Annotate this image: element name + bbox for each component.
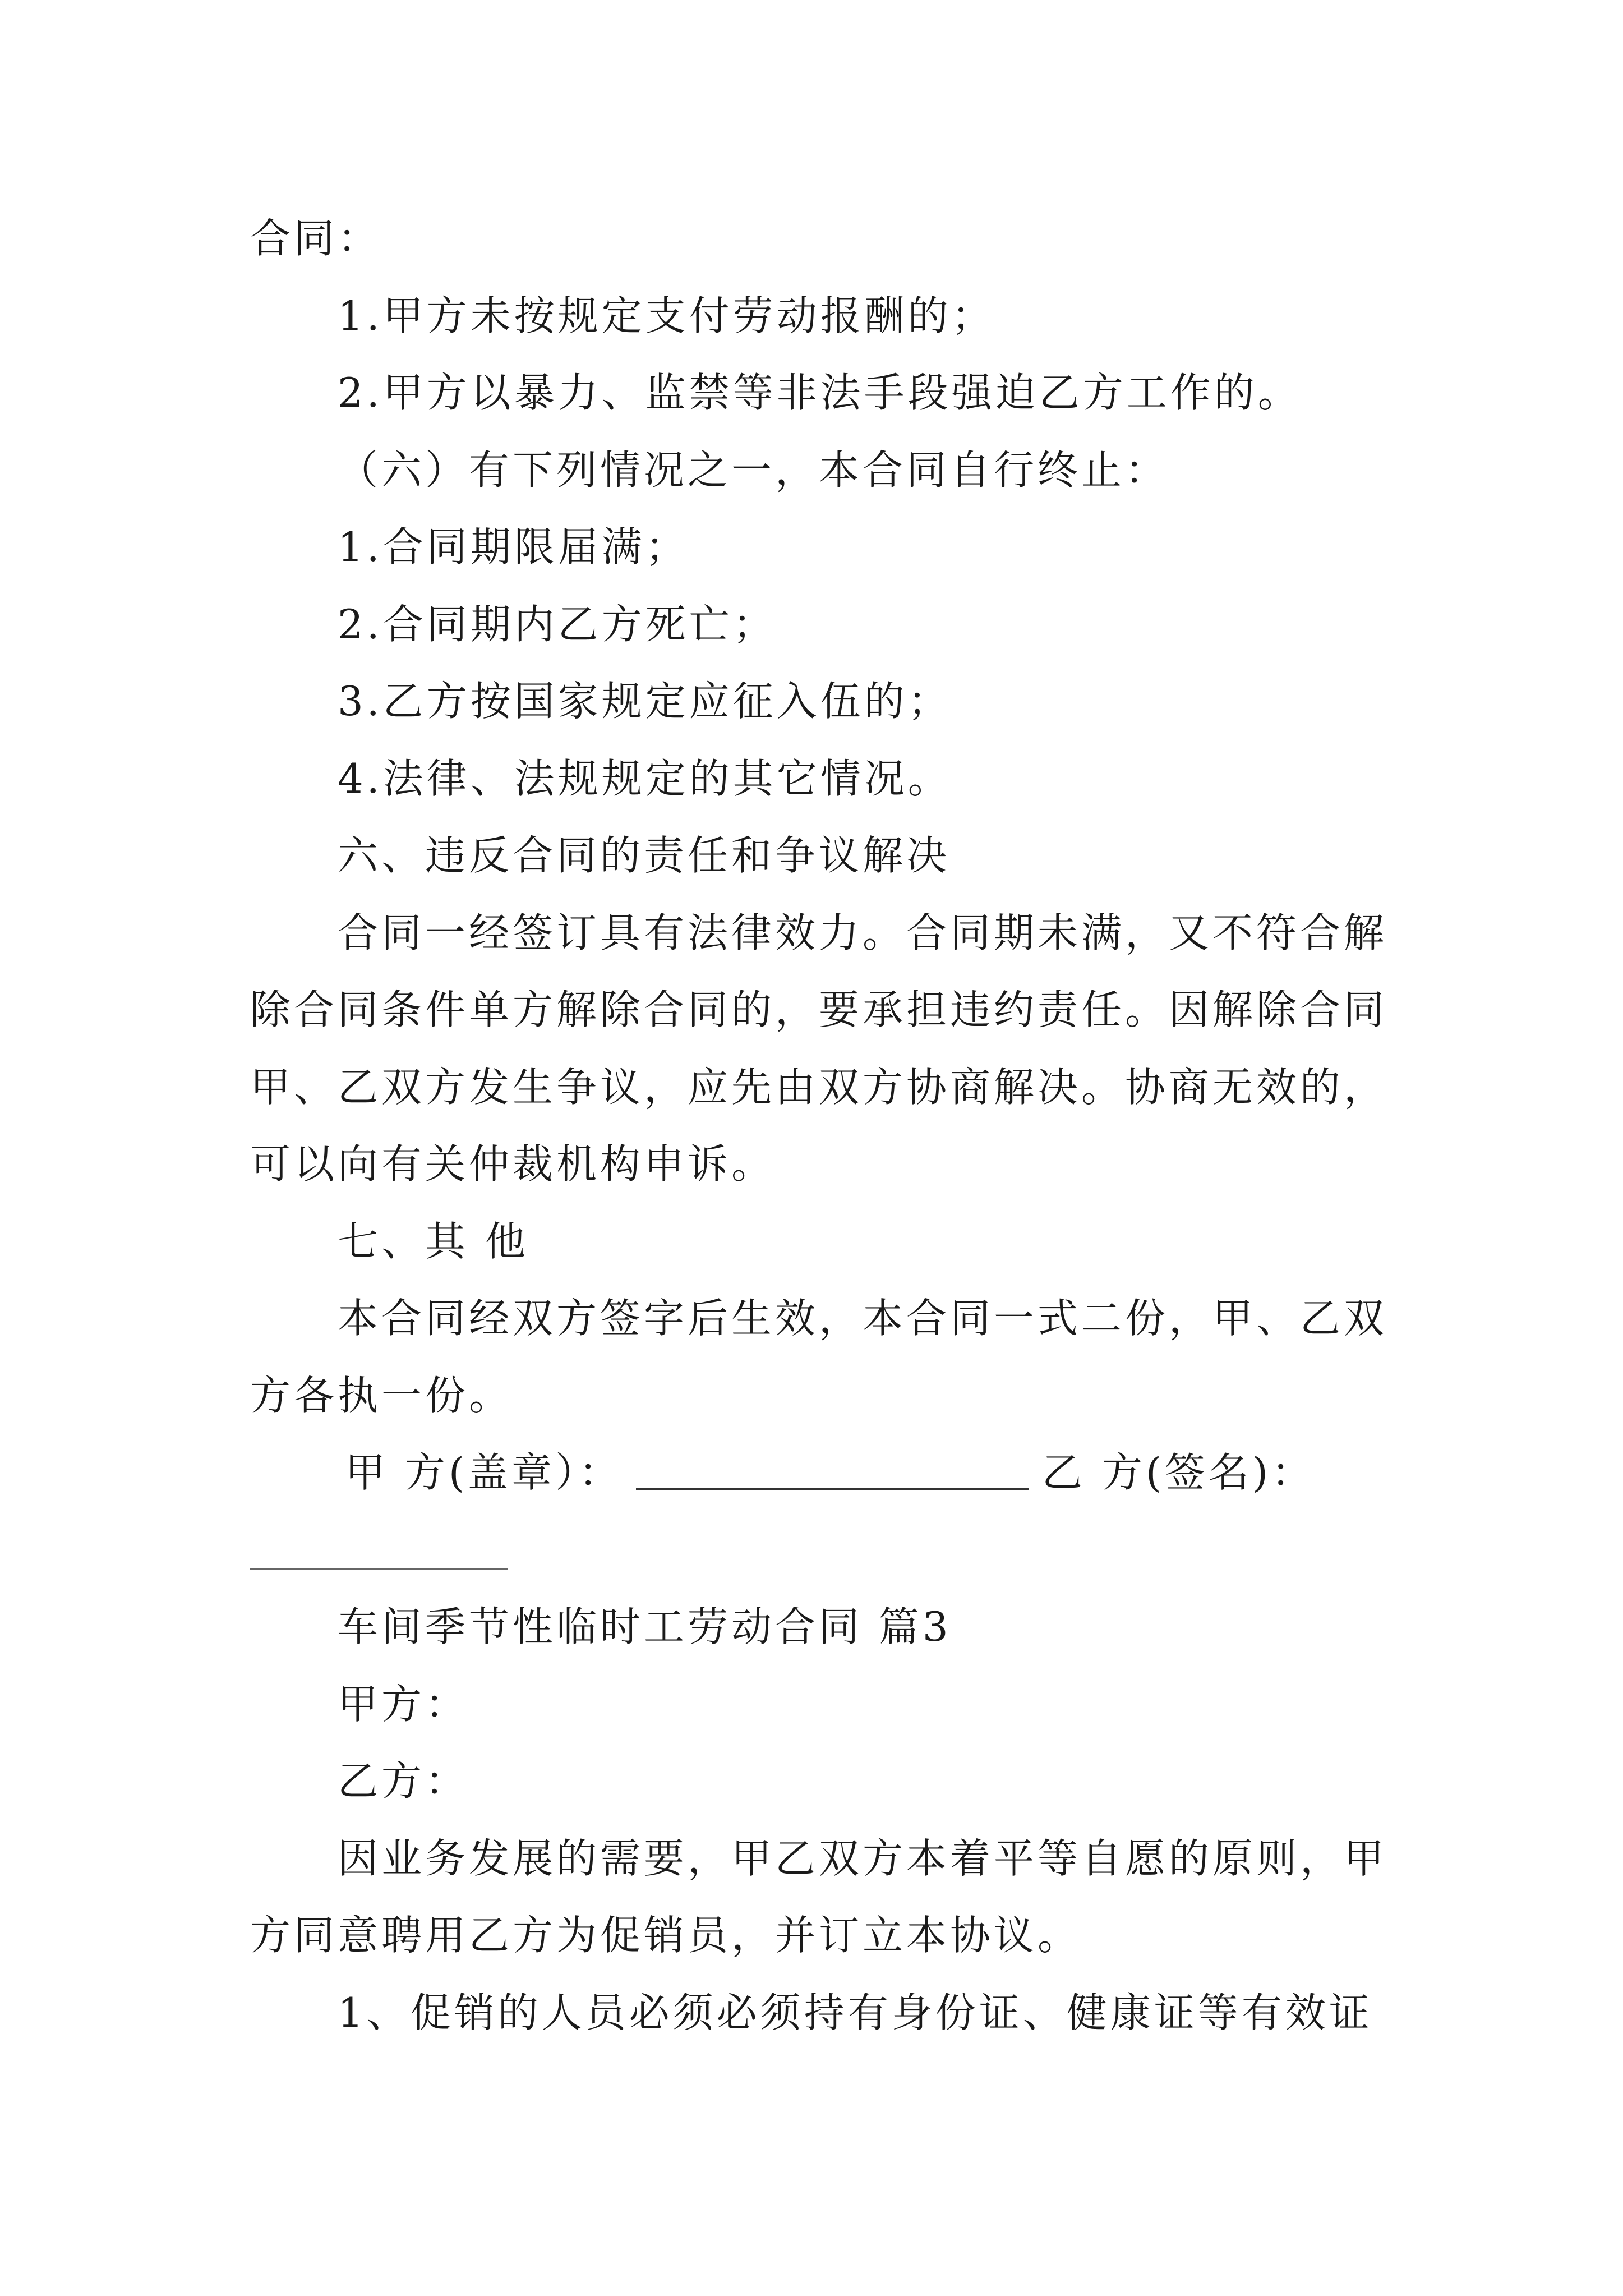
text-line: 因业务发展的需要，甲乙双方本着平等自愿的原则，甲 bbox=[338, 1835, 1388, 1882]
party-a-signature-label: 甲 方(盖章）： bbox=[345, 1449, 623, 1496]
text-line: 本合同经双方签字后生效，本合同一式二份，甲、乙双 bbox=[338, 1295, 1388, 1342]
text-line: 1、促销的人员必须必须持有身份证、健康证等有效证 bbox=[338, 1989, 1373, 2036]
text-line: 方同意聘用乙方为促销员，并订立本协议。 bbox=[250, 1912, 1082, 1959]
text-line: （六）有下列情况之一，本合同自行终止： bbox=[338, 447, 1169, 494]
text-line: 4.法律、法规规定的其它情况。 bbox=[338, 755, 952, 802]
party-b-signature-label: 乙 方(签名)： bbox=[1041, 1449, 1316, 1496]
text-line: 1.甲方未按规定支付劳动报酬的； bbox=[338, 292, 995, 339]
text-line: 除合同条件单方解除合同的，要承担违约责任。因解除合同 bbox=[250, 986, 1388, 1033]
section-heading: 六、违反合同的责任和争议解决 bbox=[338, 832, 951, 879]
signature-blank bbox=[636, 1488, 1029, 1490]
section-heading: 七、其 他 bbox=[338, 1218, 529, 1265]
signature-line bbox=[345, 1444, 1511, 1501]
text-line: 可以向有关仲裁机构申诉。 bbox=[250, 1140, 776, 1188]
party-a-label: 甲方： bbox=[338, 1681, 469, 1728]
text-line: 3.乙方按国家规定应征入伍的； bbox=[338, 678, 952, 725]
section-title: 车间季节性临时工劳动合同 篇3 bbox=[338, 1603, 952, 1650]
text-line: 合同一经签订具有法律效力。合同期未满，又不符合解 bbox=[338, 909, 1388, 956]
text-line: 1.合同期限届满； bbox=[338, 523, 689, 570]
text-line: 合同： bbox=[250, 215, 382, 262]
party-b-label: 乙方： bbox=[338, 1757, 469, 1805]
text-line: 2.甲方以暴力、监禁等非法手段强迫乙方工作的。 bbox=[338, 369, 1302, 416]
text-line: 2.合同期内乙方死亡； bbox=[338, 601, 777, 648]
footnote-divider bbox=[250, 1568, 508, 1570]
text-line: 甲、乙双方发生争议，应先由双方协商解决。协商无效的， bbox=[250, 1064, 1388, 1111]
text-line: 方各执一份。 bbox=[250, 1372, 513, 1419]
